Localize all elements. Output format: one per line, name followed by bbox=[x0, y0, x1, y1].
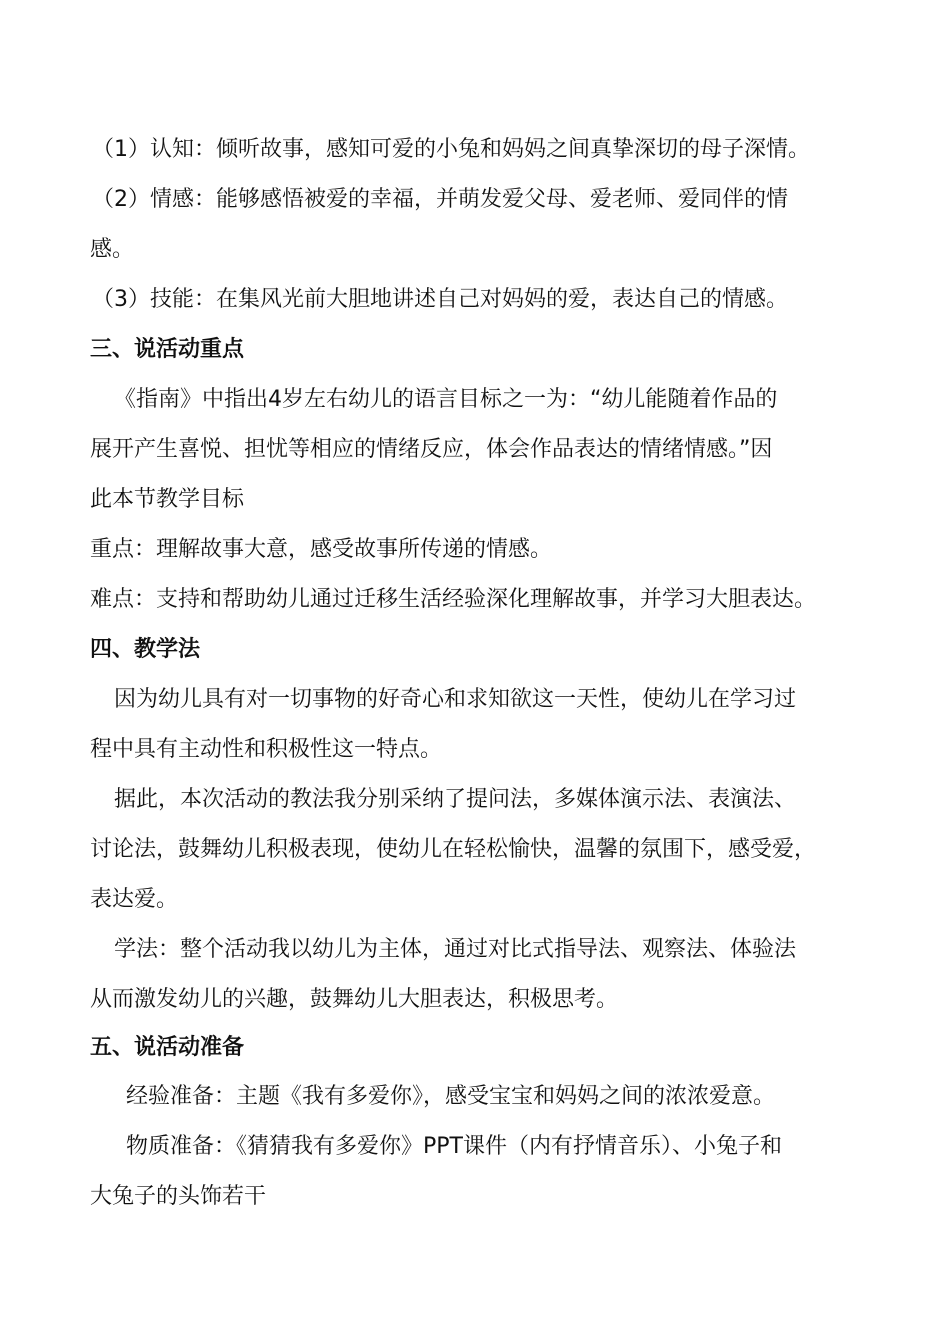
section3-difficulty: 难点：支持和帮助幼儿通过迁移生活经验深化理解故事，并学习大胆表达。 bbox=[90, 587, 817, 612]
section4-para2-line3: 表达爱。 bbox=[90, 887, 179, 912]
section5-heading: 五、说活动准备 bbox=[90, 1035, 245, 1060]
section5-experience: 经验准备：主题《我有多爱你》，感受宝宝和妈妈之间的浓浓爱意。 bbox=[126, 1084, 776, 1109]
section5-material-line1: 物质准备：《猜猜我有多爱你》PPT课件（内有抒情音乐）、小兔子和 bbox=[126, 1134, 782, 1159]
section4-para2-line2: 讨论法，鼓舞幼儿积极表现，使幼儿在轻松愉快，温馨的氛围下，感受爱， bbox=[90, 837, 817, 862]
section4-para1-line2: 程中具有主动性和积极性这一特点。 bbox=[90, 737, 443, 762]
section3-para-line1: 《指南》中指出4岁左右幼儿的语言目标之一为：“幼儿能随着作品的 bbox=[114, 387, 778, 412]
section3-para-line2: 展开产生喜悦、担忧等相应的情绪反应，体会作品表达的情绪情感。”因 bbox=[90, 437, 773, 462]
section4-para3-line2: 从而激发幼儿的兴趣，鼓舞幼儿大胆表达，积极思考。 bbox=[90, 987, 619, 1012]
section4-para2-line1: 据此，本次活动的教法我分别采纳了提问法，多媒体演示法、表演法、 bbox=[114, 787, 797, 812]
section3-key-point: 重点：理解故事大意，感受故事所传递的情感。 bbox=[90, 537, 553, 562]
section5-material-line2: 大兔子的头饰若干 bbox=[90, 1184, 267, 1209]
section4-para3-line1: 学法：整个活动我以幼儿为主体，通过对比式指导法、观察法、体验法 bbox=[114, 937, 797, 962]
section4-heading: 四、教学法 bbox=[90, 637, 201, 662]
objective-emotional-line1: （2）情感：能够感悟被爱的幸福，并萌发爱父母、爱老师、爱同伴的情 bbox=[92, 187, 788, 212]
section3-heading: 三、说活动重点 bbox=[90, 337, 245, 362]
section4-para1-line1: 因为幼儿具有对一切事物的好奇心和求知欲这一天性，使幼儿在学习过 bbox=[114, 687, 797, 712]
objective-cognitive: （1）认知：倾听故事，感知可爱的小兔和妈妈之间真挚深切的母子深情。 bbox=[92, 137, 810, 162]
objective-skill: （3）技能：在集风光前大胆地讲述自己对妈妈的爱，表达自己的情感。 bbox=[92, 287, 788, 312]
section3-para-line3: 此本节教学目标 bbox=[90, 487, 245, 512]
objective-emotional-line2: 感。 bbox=[90, 237, 135, 262]
